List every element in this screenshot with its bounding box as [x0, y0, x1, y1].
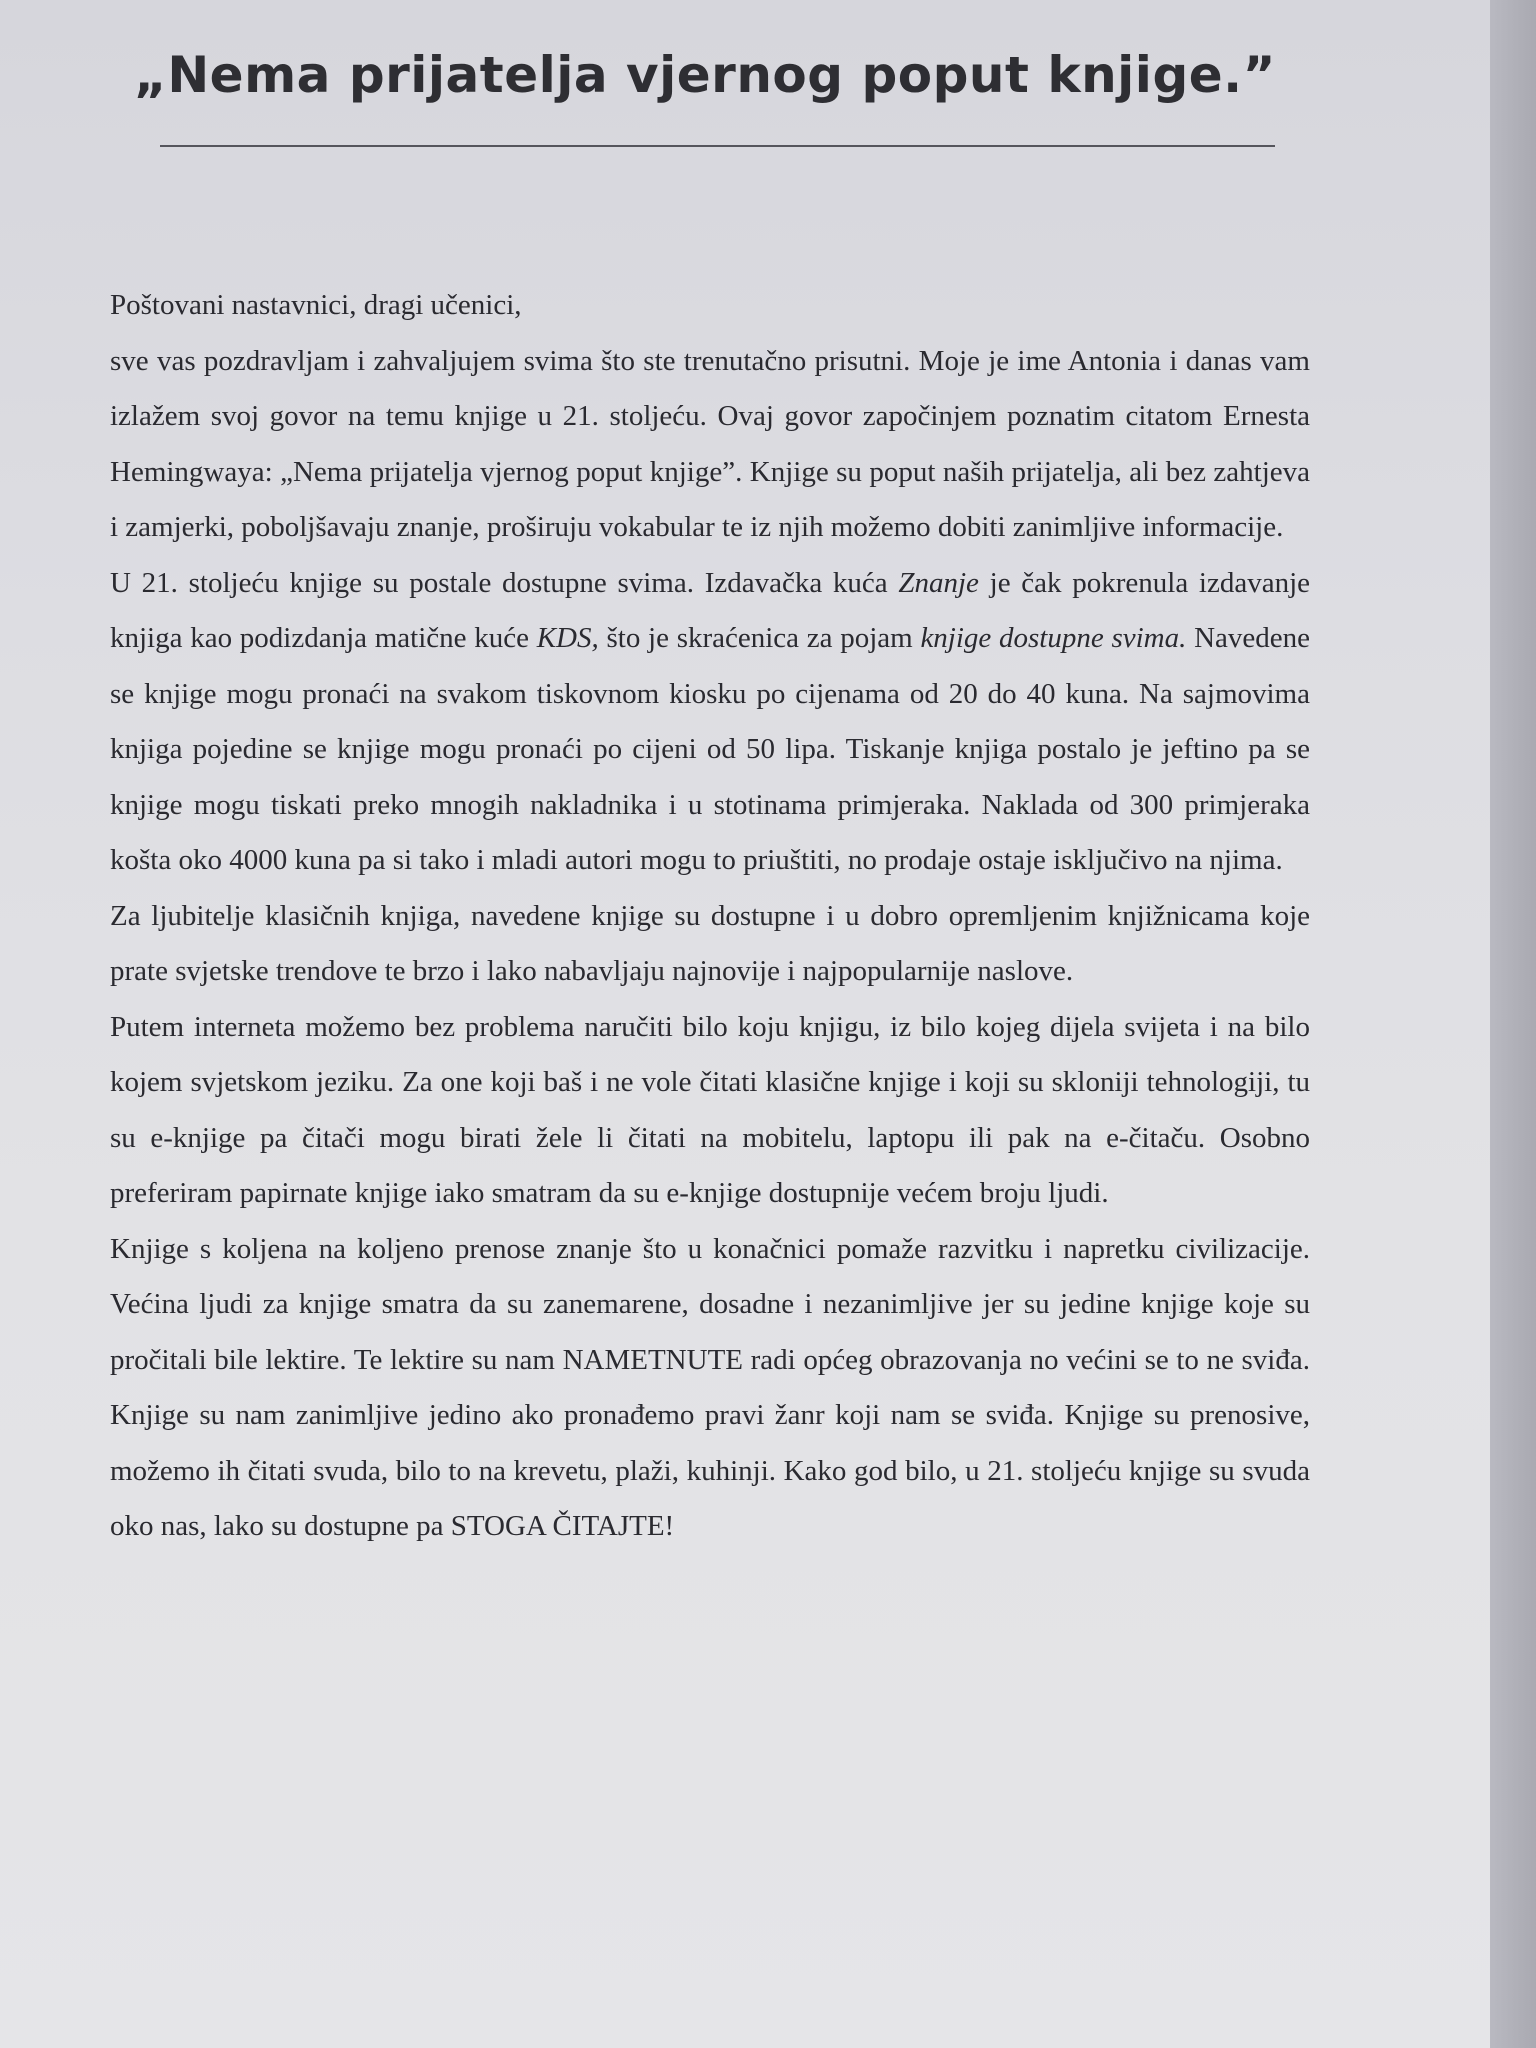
paragraph-2-text-g: Navedene se knjige mogu pronaći na svakom tiskovnom kiosku po cijenama od 20 do 40 kuna. Na sajmovima knjiga pojedine se knjige mogu pronaći po cijeni od 50 lipa. Tiskanje knjiga postalo je jeftino pa se knjige mogu tiskati preko mnogih nakladnika i u stotinama primjeraka. Naklada od 300 primjeraka košta oko 4000 kuna pa si tako i mladi autori mogu to priuštiti, no prodaje ostaje isključivo na njima. — [110, 622, 1311, 876]
kds-abbreviation: KDS, — [536, 622, 599, 654]
paragraph-1: sve vas pozdravljam i zahvaljujem svima što ste trenutačno prisutni. Moje je ime Antonia i danas vam izlažem svoj govor na temu knjige u 21. stoljeću. Ovaj govor započinjem poznatim citatom Ernesta Hemingwaya: „Nema prijatelja vjernog poput knjige”. Knjige su poput naših prijatelja, ali bez zahtjeva i zamjerki, poboljšavaju znanje, proširuju vokabular te iz njih možemo dobiti zanimljive informacije. — [110, 344, 1310, 543]
greeting-line: Poštovani nastavnici, dragi učenici, — [110, 289, 522, 321]
paragraph-3: Za ljubitelje klasičnih knjiga, navedene knjige su dostupne i u dobro opremljenim knjižnicama koje prate svjetske trendove te brzo i lako nabavljaju najnovije i najpopularnije naslove. — [110, 899, 1310, 987]
title-divider — [160, 145, 1275, 147]
paragraph-2 — [110, 556, 1310, 889]
paragraph-5: Knjige s koljena na koljeno prenose znanje što u konačnici pomaže razvitku i napretku civilizacije. Većina ljudi za knjige smatra da su zanemarene, dosadne i nezanimljive jer su jedine knjige koje su pročitali bile lektire. Te lektire su nam NAMETNUTE radi općeg obrazovanja no većini se to ne sviđa. Knjige su nam zanimljive jedino ako pronađemo pravi žanr koji nam se sviđa. Knjige su prenosive, možemo ih čitati svuda, bilo to na krevetu, plaži, kuhinji. Kako god bilo, u 21. stoljeću knjige su svuda oko nas, lako su dostupne pa STOGA ČITAJTE! — [110, 1232, 1310, 1542]
document-title: „Nema prijatelja vjernog poput knjige.” — [133, 46, 1277, 104]
paragraph-4: Putem interneta možemo bez problema naručiti bilo koju knjigu, iz bilo kojeg dijela svijeta i na bilo kojem svjetskom jeziku. Za one koji baš i ne vole čitati klasične knjige i koji su skloniji tehnologiji, tu su e-knjige pa čitači mogu birati žele li čitati na mobitelu, laptopu ili pak na e-čitaču. Osobno preferiram papirnate knjige iako smatram da su e-knjige dostupnije većem broju ljudi. — [110, 1010, 1310, 1209]
paragraph-2-text-a: U 21. stoljeću knjige su postale dostupne svima. Izdavačka kuća — [110, 566, 899, 599]
paragraph-2-text-e: što je skraćenica za pojam — [598, 622, 921, 654]
document-body — [110, 278, 1310, 1555]
paragraph-2-text-c: je čak pokrenula izdavanje knjiga kao podizdanja matične kuće — [110, 566, 1310, 654]
kds-expansion: knjige dostupne svima. — [920, 622, 1187, 654]
background-edge — [1490, 0, 1536, 2048]
publisher-name: Znanje — [898, 566, 979, 599]
